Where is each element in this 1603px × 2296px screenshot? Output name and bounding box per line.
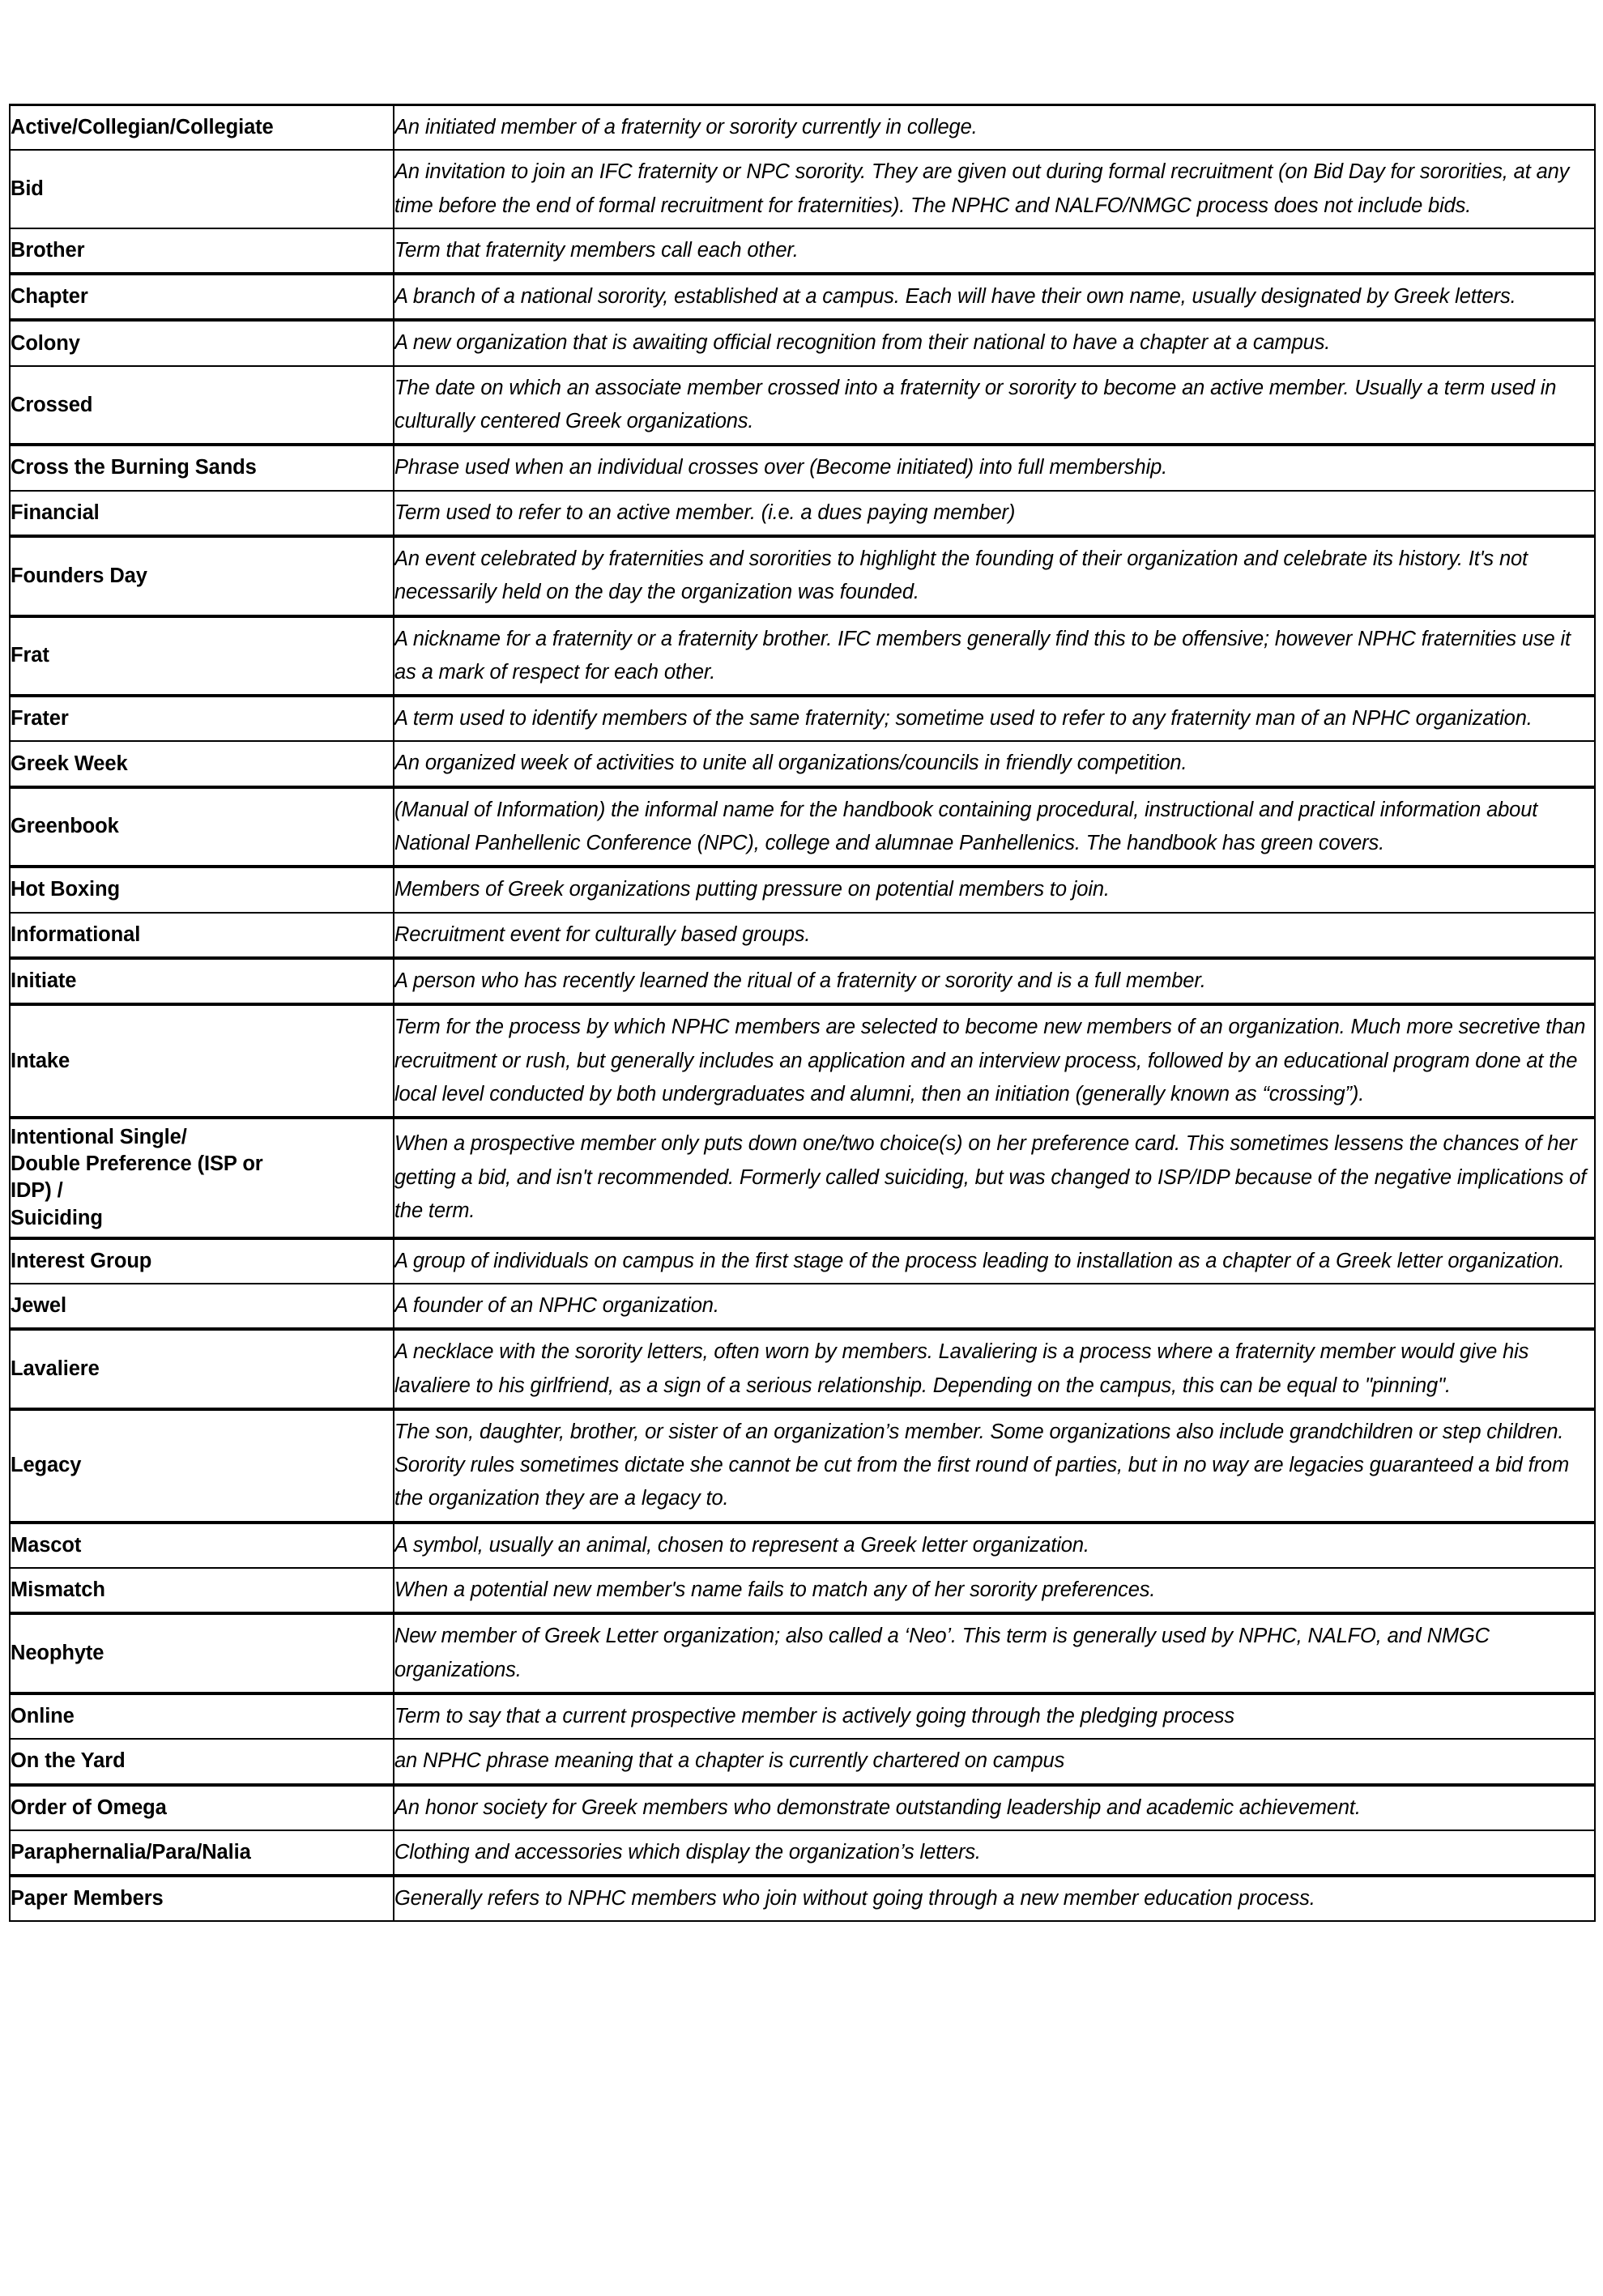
glossary-term-cell: Legacy bbox=[10, 1409, 394, 1523]
glossary-definition-cell: When a potential new member's name fails to match any of her sorority preferences. bbox=[394, 1568, 1595, 1613]
glossary-definition-cell: A group of individuals on campus in the first stage of the process leading to installation as a chapter of a Greek letter organization. bbox=[394, 1238, 1595, 1284]
glossary-term-cell: Paraphernalia/Para/Nalia bbox=[10, 1830, 394, 1876]
glossary-term-line: Suiciding bbox=[11, 1206, 103, 1229]
glossary-definition-cell: Term to say that a current prospective member is actively going through the pledging process bbox=[394, 1693, 1595, 1739]
table-row bbox=[10, 1785, 1595, 1830]
glossary-term-cell: Frater bbox=[10, 696, 394, 741]
glossary-definition-cell: A necklace with the sorority letters, often worn by members. Lavaliering is a process where a fraternity member would give his lavaliere to his girlfriend, as a sign of a serious relationship. Depending on the campus, this can be equal to "pinning". bbox=[394, 1329, 1595, 1409]
glossary-term-cell: Chapter bbox=[10, 274, 394, 320]
glossary-term-cell: Founders Day bbox=[10, 536, 394, 616]
glossary-term-line: Intentional Single/ bbox=[11, 1126, 187, 1149]
table-row bbox=[10, 1568, 1595, 1613]
glossary-definition-cell: An invitation to join an IFC fraternity or NPC sorority. They are given out during formal recruitment (on Bid Day for sororities, at any time before the end of formal recruitment for fraternities). The NPHC and NALFO/NMGC process does not include bids. bbox=[394, 150, 1595, 228]
table-row bbox=[10, 1830, 1595, 1876]
table-row bbox=[10, 1523, 1595, 1568]
table-row bbox=[10, 274, 1595, 320]
glossary-definition-cell: A branch of a national sorority, established at a campus. Each will have their own name, usually designated by Greek letters. bbox=[394, 274, 1595, 320]
glossary-definition-cell: Phrase used when an individual crosses over (Become initiated) into full membership. bbox=[394, 445, 1595, 490]
glossary-definition-cell: New member of Greek Letter organization; also called a ‘Neo’. This term is generally used by NPHC, NALFO, and NMGC organizations. bbox=[394, 1613, 1595, 1693]
glossary-term-cell: Hot Boxing bbox=[10, 867, 394, 912]
table-row bbox=[10, 1693, 1595, 1739]
glossary-term-cell: Bid bbox=[10, 150, 394, 228]
glossary-term-cell: Order of Omega bbox=[10, 1785, 394, 1830]
glossary-definition-cell: When a prospective member only puts down one/two choice(s) on her preference card. This sometimes lessens the chances of her getting a bid, and isn't recommended. Formerly called suiciding, but was changed to ISP/IDP because of the negative implications of the term. bbox=[394, 1118, 1595, 1238]
table-row bbox=[10, 867, 1595, 912]
glossary-definition-cell: An organized week of activities to unite all organizations/councils in friendly competition. bbox=[394, 741, 1595, 786]
glossary-definition-cell: An honor society for Greek members who demonstrate outstanding leadership and academic achievement. bbox=[394, 1785, 1595, 1830]
glossary-term-cell bbox=[10, 1118, 394, 1238]
table-row bbox=[10, 491, 1595, 536]
glossary-definition-cell: An event celebrated by fraternities and sororities to highlight the founding of their organization and celebrate its history. It's not necessarily held on the day the organization was founded. bbox=[394, 536, 1595, 616]
glossary-definition-cell: Clothing and accessories which display the organization’s letters. bbox=[394, 1830, 1595, 1876]
glossary-definition-cell: Generally refers to NPHC members who join without going through a new member education process. bbox=[394, 1876, 1595, 1921]
table-row bbox=[10, 958, 1595, 1004]
glossary-definition-cell: The son, daughter, brother, or sister of an organization’s member. Some organizations also include grandchildren or step children. Sorority rules sometimes dictate she cannot be cut from the first round of parties, but in no way are legacies guaranteed a bid from the organization they are a legacy to. bbox=[394, 1409, 1595, 1523]
table-row bbox=[10, 1409, 1595, 1523]
table-row bbox=[10, 741, 1595, 786]
glossary-definition-cell: A person who has recently learned the ritual of a fraternity or sorority and is a full member. bbox=[394, 958, 1595, 1004]
glossary-term-cell: Active/Collegian/Collegiate bbox=[10, 105, 394, 151]
table-row bbox=[10, 787, 1595, 867]
table-row bbox=[10, 1329, 1595, 1409]
table-row bbox=[10, 1739, 1595, 1784]
glossary-table-body bbox=[10, 105, 1595, 1922]
glossary-term-cell: Informational bbox=[10, 913, 394, 958]
glossary-term-cell: On the Yard bbox=[10, 1739, 394, 1784]
table-row bbox=[10, 445, 1595, 490]
glossary-definition-cell: Term for the process by which NPHC members are selected to become new members of an organization. Much more secretive than recruitment or rush, but generally includes an application and an interview process, followed by an educational program done at the local level conducted by both undergraduates and alumni, then an initiation (generally known as “crossing”). bbox=[394, 1004, 1595, 1118]
glossary-term-cell: Greenbook bbox=[10, 787, 394, 867]
glossary-definition-cell: A term used to identify members of the same fraternity; sometime used to refer to any fraternity man of an NPHC organization. bbox=[394, 696, 1595, 741]
glossary-term-cell: Intake bbox=[10, 1004, 394, 1118]
glossary-definition-cell: An initiated member of a fraternity or sorority currently in college. bbox=[394, 105, 1595, 151]
glossary-definition-cell: A nickname for a fraternity or a fraternity brother. IFC members generally find this to be offensive; however NPHC fraternities use it as a mark of respect for each other. bbox=[394, 616, 1595, 696]
glossary-definition-cell: Members of Greek organizations putting pressure on potential members to join. bbox=[394, 867, 1595, 912]
table-row bbox=[10, 1238, 1595, 1284]
table-row bbox=[10, 228, 1595, 274]
glossary-term-cell: Online bbox=[10, 1693, 394, 1739]
table-row bbox=[10, 616, 1595, 696]
table-row bbox=[10, 1613, 1595, 1693]
glossary-definition-cell: The date on which an associate member crossed into a fraternity or sorority to become an active member. Usually a term used in culturally centered Greek organizations. bbox=[394, 366, 1595, 445]
glossary-definition-cell: an NPHC phrase meaning that a chapter is currently chartered on campus bbox=[394, 1739, 1595, 1784]
glossary-definition-cell: Recruitment event for culturally based groups. bbox=[394, 913, 1595, 958]
table-row bbox=[10, 696, 1595, 741]
glossary-term-cell: Greek Week bbox=[10, 741, 394, 786]
glossary-term-cell: Crossed bbox=[10, 366, 394, 445]
glossary-term-cell: Initiate bbox=[10, 958, 394, 1004]
glossary-term-cell: Frat bbox=[10, 616, 394, 696]
table-row bbox=[10, 913, 1595, 958]
glossary-term-line: IDP) / bbox=[11, 1179, 63, 1203]
table-row bbox=[10, 1876, 1595, 1921]
glossary-definition-cell: Term used to refer to an active member. (i.e. a dues paying member) bbox=[394, 491, 1595, 536]
glossary-term-cell: Paper Members bbox=[10, 1876, 394, 1921]
table-row bbox=[10, 320, 1595, 365]
table-row bbox=[10, 366, 1595, 445]
glossary-term-cell: Mismatch bbox=[10, 1568, 394, 1613]
glossary-term-cell: Financial bbox=[10, 491, 394, 536]
glossary-term-line: Double Preference (ISP or bbox=[11, 1152, 263, 1176]
table-row bbox=[10, 1004, 1595, 1118]
glossary-term-cell: Mascot bbox=[10, 1523, 394, 1568]
glossary-term-cell: Brother bbox=[10, 228, 394, 274]
glossary-term-cell: Neophyte bbox=[10, 1613, 394, 1693]
glossary-definition-cell: A new organization that is awaiting official recognition from their national to have a chapter at a campus. bbox=[394, 320, 1595, 365]
glossary-term-cell: Jewel bbox=[10, 1284, 394, 1329]
glossary-table bbox=[9, 104, 1596, 1922]
table-row bbox=[10, 536, 1595, 616]
table-row bbox=[10, 150, 1595, 228]
glossary-term-cell: Interest Group bbox=[10, 1238, 394, 1284]
glossary-definition-cell: A symbol, usually an animal, chosen to represent a Greek letter organization. bbox=[394, 1523, 1595, 1568]
glossary-definition-cell: (Manual of Information) the informal name for the handbook containing procedural, instructional and practical information about National Panhellenic Conference (NPC), college and alumnae Panhellenics. The handbook has green covers. bbox=[394, 787, 1595, 867]
glossary-definition-cell: A founder of an NPHC organization. bbox=[394, 1284, 1595, 1329]
glossary-term-cell: Cross the Burning Sands bbox=[10, 445, 394, 490]
glossary-term-cell: Lavaliere bbox=[10, 1329, 394, 1409]
table-row bbox=[10, 1118, 1595, 1238]
table-row bbox=[10, 1284, 1595, 1329]
glossary-term-cell: Colony bbox=[10, 320, 394, 365]
table-row bbox=[10, 105, 1595, 151]
glossary-definition-cell: Term that fraternity members call each other. bbox=[394, 228, 1595, 274]
